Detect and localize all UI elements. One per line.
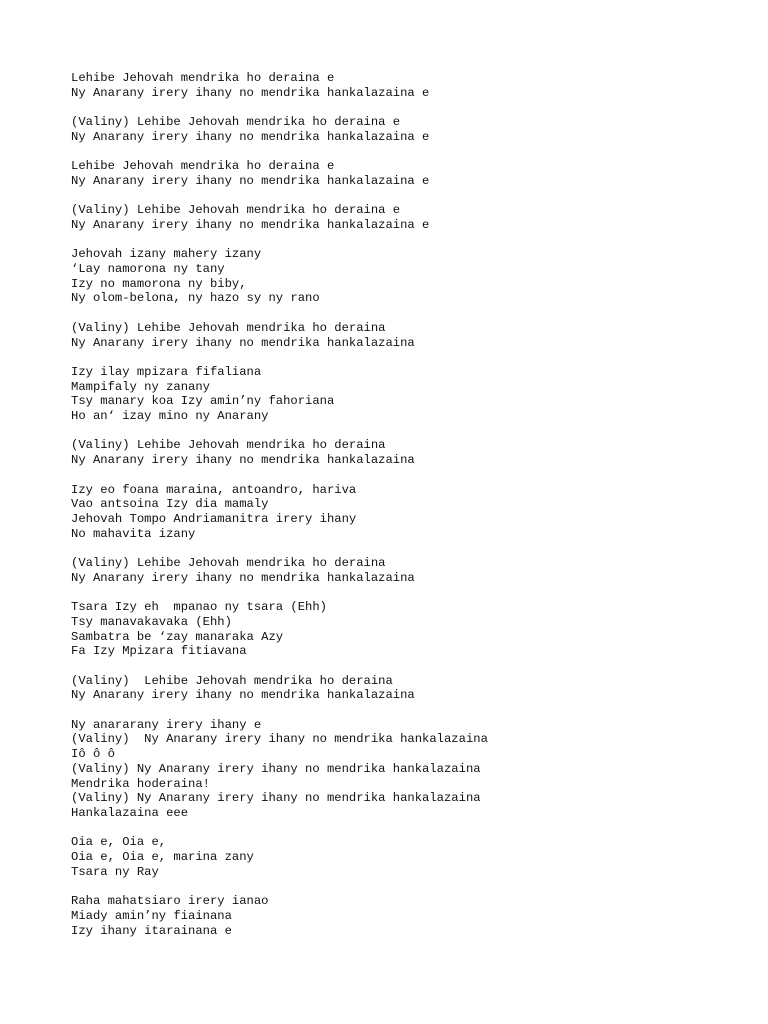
lyric-line: Izy eo foana maraina, antoandro, hariva — [71, 482, 357, 497]
lyrics-stanza — [71, 674, 751, 703]
lyric-line: Vao antsoina Izy dia mamaly — [71, 497, 269, 512]
lyric-line: Ny Anarany irery ihany no mendrika hankalazaina — [71, 335, 415, 350]
lyric-line: Ny anararany irery ihany e — [71, 717, 262, 732]
lyric-line: Ny olom-belona, ny hazo sy ny rano — [71, 291, 320, 306]
lyric-line: Tsy manary koa Izy amin’ny fahoriana — [71, 394, 335, 409]
lyric-line: (Valiny) Lehibe Jehovah mendrika ho deraina — [71, 673, 393, 688]
lyrics-stanza — [71, 159, 751, 188]
lyrics-stanza — [71, 600, 751, 659]
lyrics-stanza — [71, 321, 751, 350]
lyric-line: Oia e, Oia e, marina zany — [71, 850, 254, 865]
lyric-line: Sambatra be ‘zay manaraka Azy — [71, 629, 284, 644]
lyrics-stanza — [71, 894, 751, 938]
lyric-line: Ny Anarany irery ihany no mendrika hankalazaina e — [71, 217, 430, 232]
lyric-line: Lehibe Jehovah mendrika ho deraina e — [71, 159, 335, 174]
lyric-line: ‘Lay namorona ny tany — [71, 262, 225, 277]
lyric-line: Lehibe Jehovah mendrika ho deraina e — [71, 71, 335, 85]
lyric-line: (Valiny) Lehibe Jehovah mendrika ho deraina — [71, 320, 386, 335]
lyric-line: Miady amin’ny fiainana — [71, 908, 232, 923]
lyrics-stanza — [71, 203, 751, 232]
lyric-line: Jehovah Tompo Andriamanitra irery ihany — [71, 511, 357, 526]
lyric-line: Ny Anarany irery ihany no mendrika hankalazaina e — [71, 85, 430, 100]
lyric-line: (Valiny) Lehibe Jehovah mendrika ho deraina e — [71, 203, 401, 218]
lyrics-stanza — [71, 438, 751, 467]
lyrics-stanza — [71, 835, 751, 879]
lyric-line: Mampifaly ny zanany — [71, 379, 210, 394]
lyric-line: Ny Anarany irery ihany no mendrika hankalazaina — [71, 570, 415, 585]
lyric-line: Tsara Izy eh mpanao ny tsara (Ehh) — [71, 600, 327, 615]
lyric-line: Jehovah izany mahery izany — [71, 247, 262, 262]
lyric-line: Izy ihany itarainana e — [71, 923, 232, 938]
lyrics-stanza — [71, 718, 751, 821]
lyric-line: Ho an‘ izay mino ny Anarany — [71, 409, 269, 424]
lyric-line: (Valiny) Ny Anarany irery ihany no mendrika hankalazaina — [71, 761, 481, 776]
lyric-line: (Valiny) Lehibe Jehovah mendrika ho deraina — [71, 438, 386, 453]
lyric-line: Ny Anarany irery ihany no mendrika hankalazaina e — [71, 129, 430, 144]
lyric-line: Izy no mamorona ny biby, — [71, 276, 247, 291]
lyric-line: No mahavita izany — [71, 526, 196, 541]
lyrics-page — [71, 71, 751, 953]
lyrics-stanza — [71, 556, 751, 585]
lyric-line: Oia e, Oia e, — [71, 835, 167, 850]
lyrics-stanza — [71, 115, 751, 144]
lyric-line: (Valiny) Ny Anarany irery ihany no mendrika hankalazaina — [71, 791, 481, 806]
lyrics-stanza — [71, 365, 751, 424]
lyric-line: Izy ilay mpizara fifaliana — [71, 364, 262, 379]
lyric-line: Ny Anarany irery ihany no mendrika hankalazaina — [71, 453, 415, 468]
lyric-line: (Valiny) Lehibe Jehovah mendrika ho deraina e — [71, 115, 401, 130]
lyric-line: Hankalazaina eee — [71, 805, 189, 820]
lyric-line: (Valiny) Lehibe Jehovah mendrika ho deraina — [71, 556, 386, 571]
lyric-line: Ny Anarany irery ihany no mendrika hankalazaina — [71, 688, 415, 703]
lyrics-stanza — [71, 71, 751, 100]
lyrics-stanza — [71, 483, 751, 542]
lyrics-stanza — [71, 247, 751, 306]
lyric-line: Mendrika hoderaina! — [71, 776, 210, 791]
lyric-line: Tsara ny Ray — [71, 864, 159, 879]
lyric-line: (Valiny) Ny Anarany irery ihany no mendrika hankalazaina — [71, 732, 488, 747]
lyric-line: Iô ô ô — [71, 747, 115, 762]
lyric-line: Fa Izy Mpizara fitiavana — [71, 644, 247, 659]
lyric-line: Ny Anarany irery ihany no mendrika hankalazaina e — [71, 173, 430, 188]
lyric-line: Raha mahatsiaro irery ianao — [71, 894, 269, 909]
lyric-line: Tsy manavakavaka (Ehh) — [71, 614, 232, 629]
